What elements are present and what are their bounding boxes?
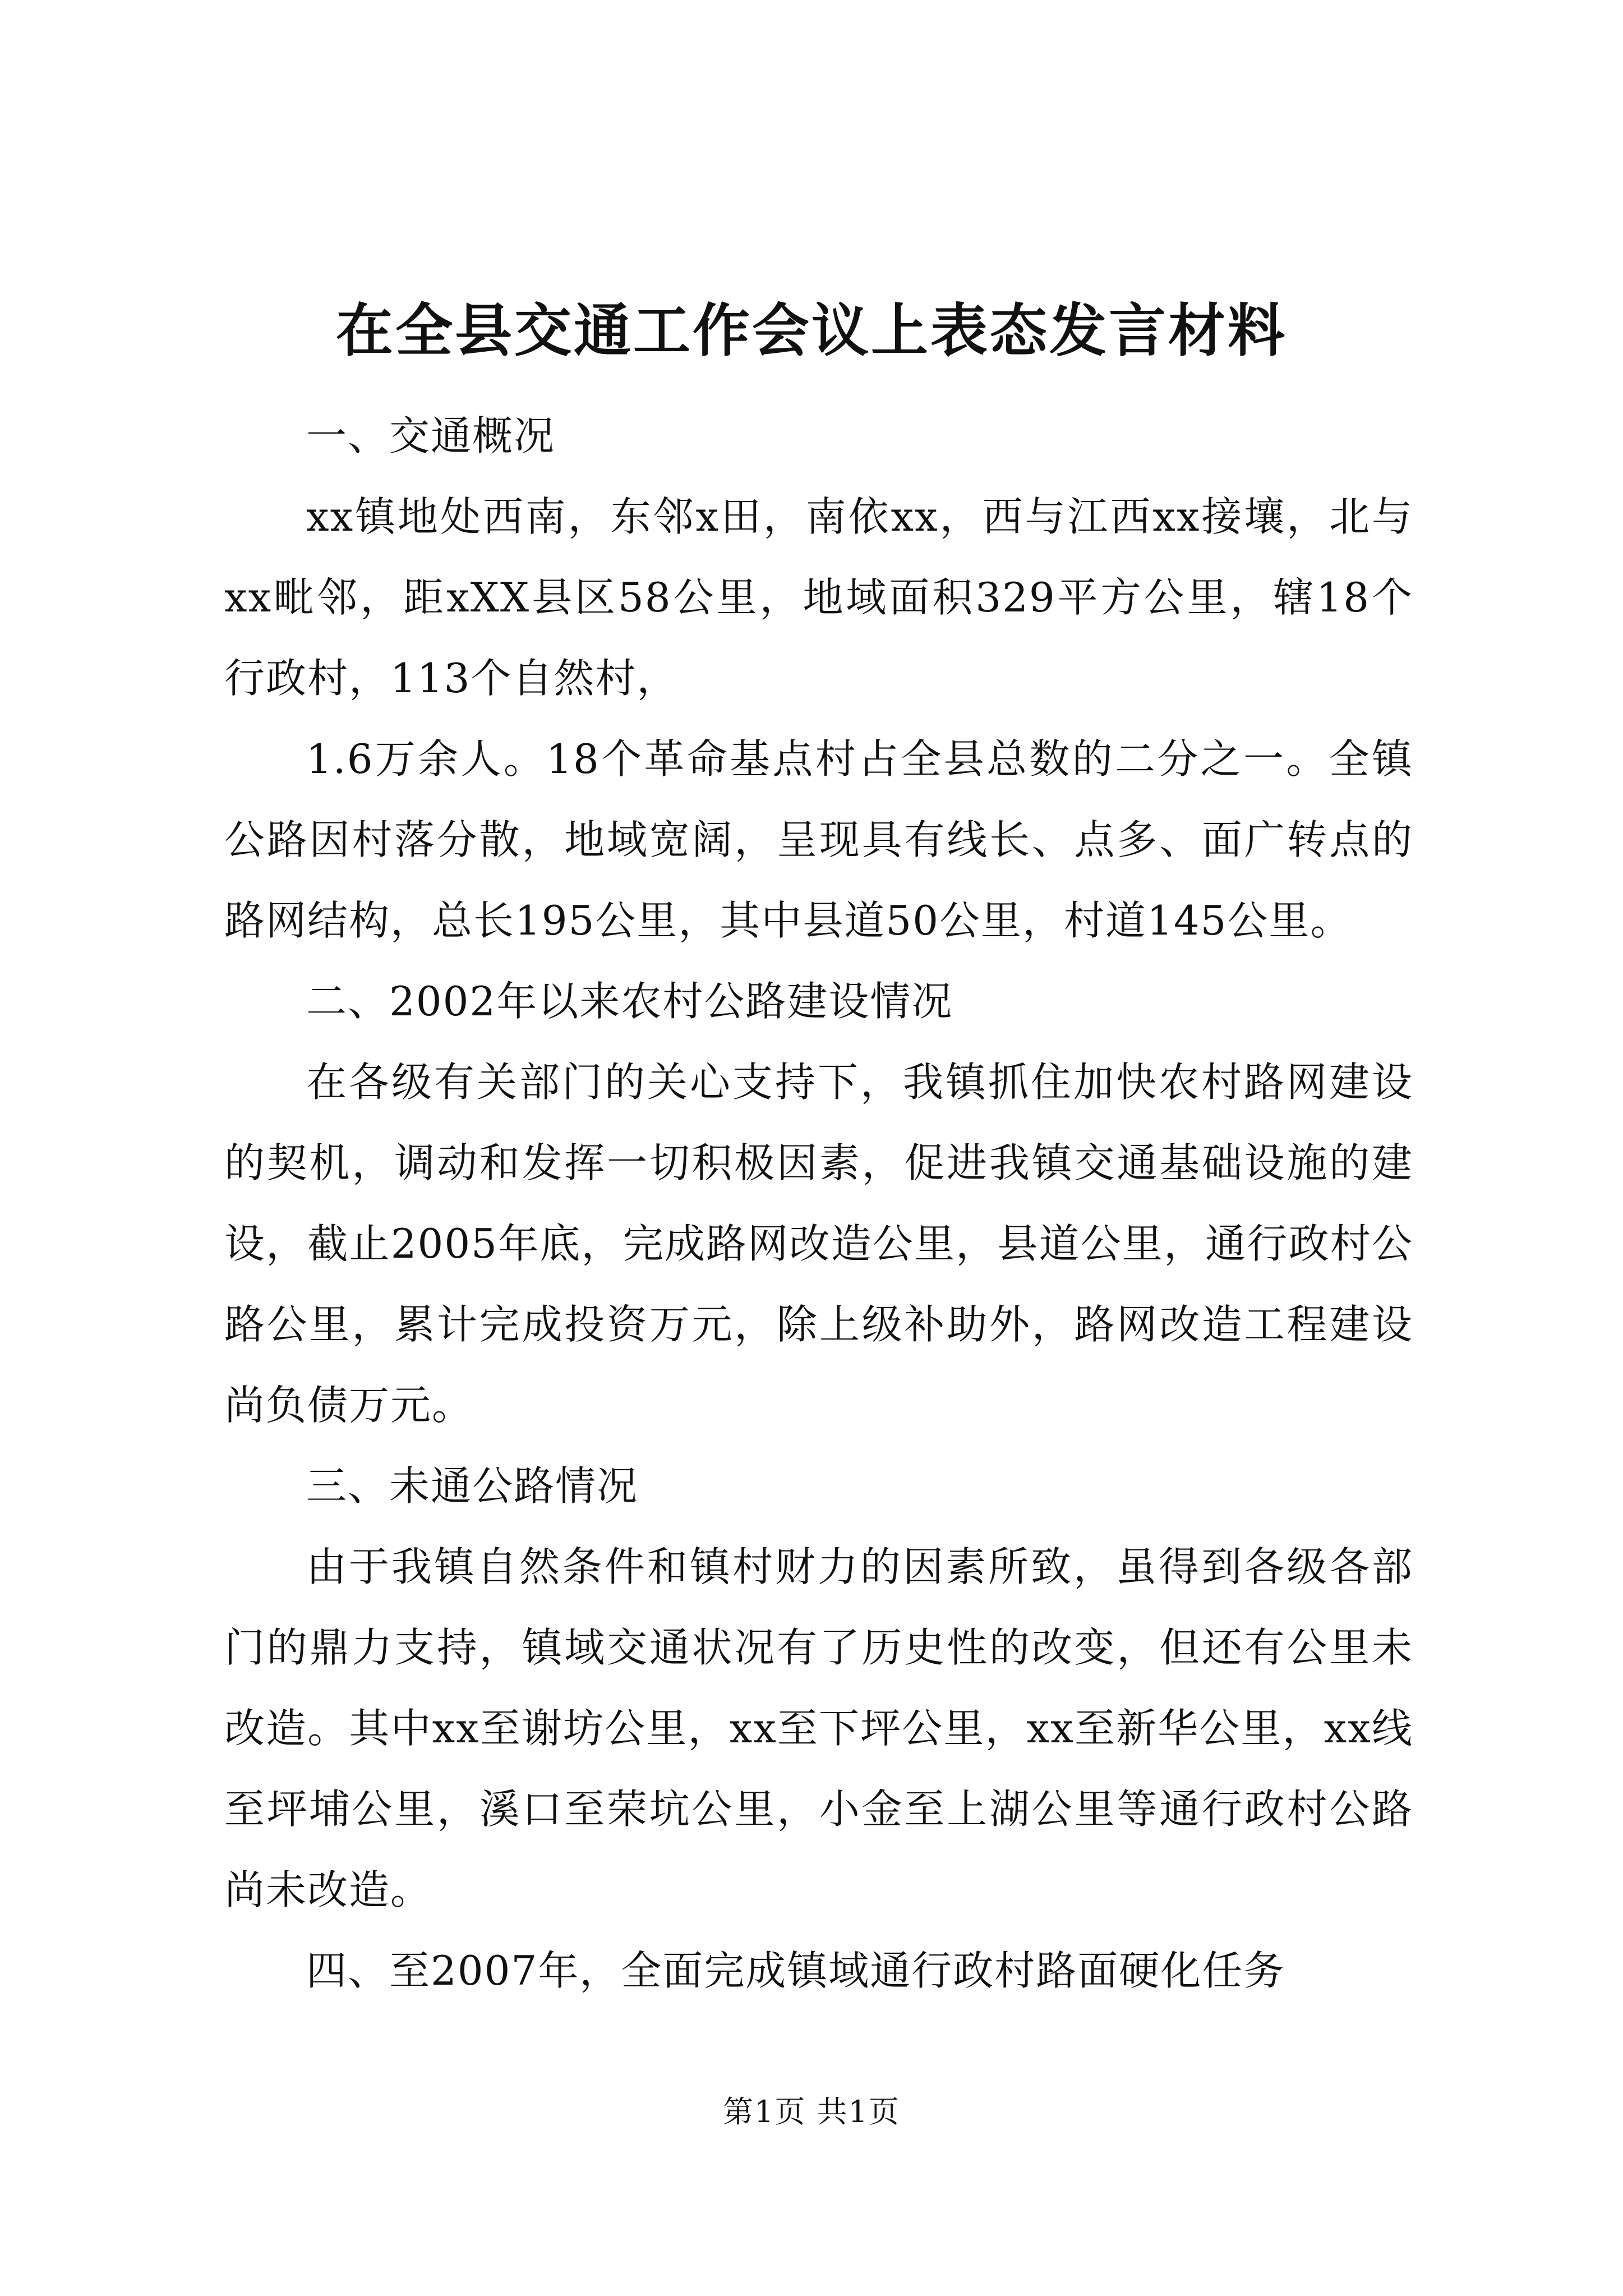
- page-footer: 第1页 共1页: [723, 2094, 900, 2129]
- section-heading-goal-2007: 四、至2007年，全面完成镇域通行政村路面硬化任务: [306, 1947, 1285, 1994]
- section-heading-construction: 二、2002年以来农村公路建设情况: [306, 978, 953, 1025]
- section-heading-unfinished-roads: 三、未通公路情况: [306, 1462, 639, 1510]
- paragraph-construction: 在各级有关部门的关心支持下，我镇抓住加快农村路网建设的契机，调动和发挥一切积极因素，促进我镇交通基础设施的建设，截止2005年底，完成路网改造公里，县道公里，通行政村公路公里，累计完成投资万元，除上级补助外，路网改造工程建设尚负债万元。: [224, 1059, 1413, 1429]
- section-heading-overview: 一、交通概况: [306, 412, 556, 459]
- document-body: [224, 395, 1413, 2011]
- paragraph-population-roads: 1.6万余人。18个革命基点村占全县总数的二分之一。全镇公路因村落分散，地域宽阔，呈现具有线长、点多、面广转点的路网结构，总长195公里，其中县道50公里，村道145公里。: [224, 735, 1413, 944]
- document-title: 在全县交通工作会议上表态发言材料: [336, 297, 1287, 365]
- paragraph-unfinished-roads: 由于我镇自然条件和镇村财力的因素所致，虽得到各级各部门的鼎力支持，镇域交通状况有了历史性的改变，但还有公里未改造。其中xx至谢坊公里，xx至下坪公里，xx至新华公里，xx线至坪埔公里，溪口至荣坑公里，小金至上湖公里等通行政村公路尚未改造。: [224, 1543, 1413, 1913]
- paragraph-location: xx镇地处西南，东邻x田，南依xx，西与江西xx接壤，北与xx毗邻，距xXX县区58公里，地域面积329平方公里，辖18个行政村，113个自然村，: [224, 493, 1413, 702]
